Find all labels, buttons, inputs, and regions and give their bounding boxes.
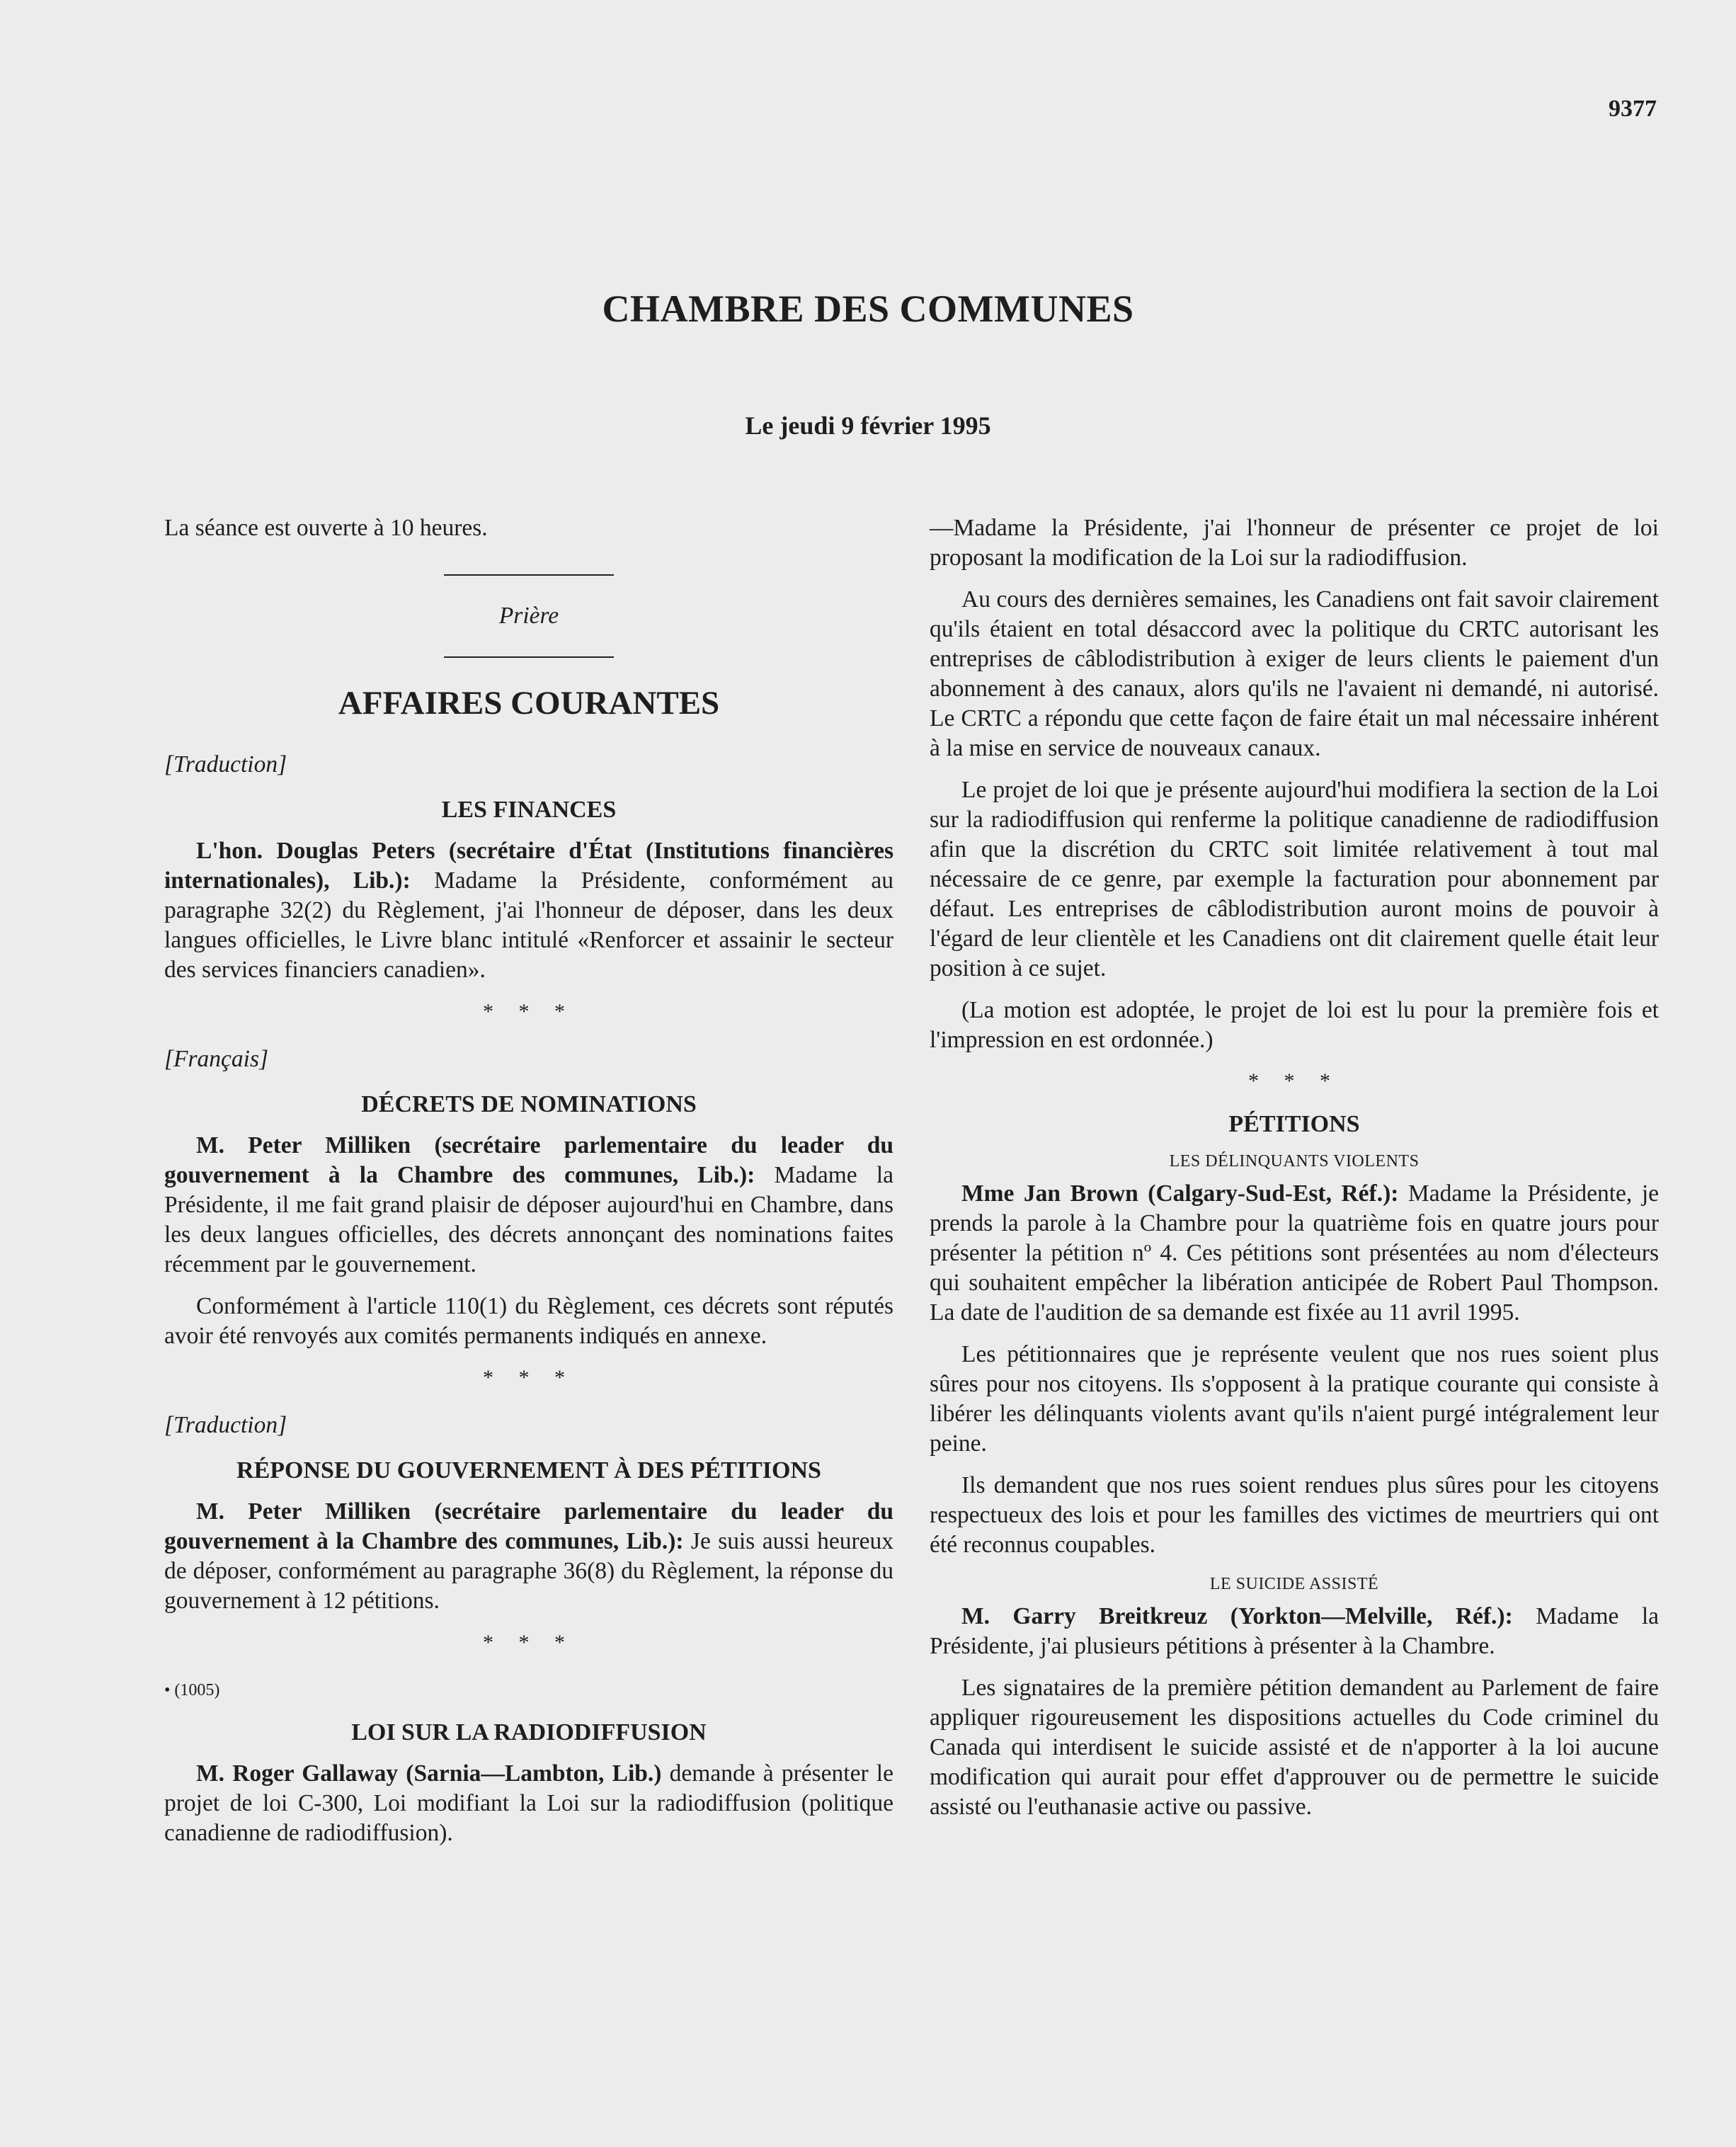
left-column — [164, 513, 893, 1860]
speaker-name: M. Peter Milliken (secrétaire parlementaire du leader du gouvernement à la Chambre des communes, Lib.): — [164, 1498, 893, 1554]
time-marker: • (1005) — [164, 1681, 220, 1699]
separator-stars: * * * — [483, 1366, 575, 1389]
page-title: CHAMBRE DES COMMUNES — [602, 287, 1134, 330]
statement-suicide — [930, 1602, 1659, 1661]
speaker-name: M. Garry Breitkreuz (Yorkton—Melville, Réf.): — [961, 1603, 1513, 1629]
paragraph: —Madame la Présidente, j'ai l'honneur de présenter ce projet de loi proposant la modification de la Loi sur la radiodiffusion. — [930, 515, 1659, 571]
separator-stars: * * * — [483, 1631, 575, 1654]
statement-text: Madame la Présidente, je prends la parole à la Chambre pour la quatrième fois en quatre jours pour présenter la pétition nº 4. Ces pétitions sont présentées au nom d'électeurs qui souhaitent empêcher la libération anticipée de Robert Paul Thompson. La date de l'audition de sa demande est fixée au 11 avril 1995. — [930, 1180, 1659, 1326]
language-tag: [Français] — [164, 1046, 269, 1072]
paragraph: Conformément à l'article 110(1) du Règlement, ces décrets sont réputés avoir été renvoyés aux comités permanents indiqués en annexe. — [164, 1293, 893, 1349]
statement-text: demande à présenter le projet de loi C-300, Loi modifiant la Loi sur la radiodiffusion (politique canadienne de radiodiffusion). — [164, 1760, 893, 1846]
paragraph: Le projet de loi que je présente aujourd'hui modifiera la section de la Loi sur la radiodiffusion qui renferme la politique canadienne de radiodiffusion afin que la discrétion du CRTC soit limitée relativement à tout mal nécessaire de ce genre, par exemple la facturation pour abonnement par défaut. Les entreprises de câblodistribution auront moins de pouvoir à l'égard de leur clientèle et les Canadiens ont dit clairement quelle était leur position à ce sujet. — [930, 777, 1659, 981]
opening-line: La séance est ouverte à 10 heures. — [164, 515, 488, 541]
right-column — [930, 513, 1659, 1834]
subheading-delinquants: LES DÉLINQUANTS VIOLENTS — [1169, 1152, 1420, 1171]
heading-radiodiffusion: LOI SUR LA RADIODIFFUSION — [351, 1719, 707, 1745]
statement-radiodiffusion — [164, 1759, 893, 1848]
separator-stars: * * * — [1248, 1069, 1340, 1093]
speaker-name: M. Roger Gallaway (Sarnia—Lambton, Lib.) — [196, 1760, 662, 1787]
paragraph: Les signataires de la première pétition demandent au Parlement de faire appliquer rigoureusement les dispositions actuelles du Code criminel du Canada qui interdisent le suicide assisté et de n'apporter à la loi aucune modification qui aurait pour effet d'approuver ou de permettre le suicide assisté ou l'euthanasie active ou passive. — [930, 1675, 1659, 1820]
language-tag: [Traduction] — [164, 751, 287, 778]
statement-finances — [164, 836, 893, 985]
heading-petitions: PÉTITIONS — [1228, 1111, 1360, 1137]
statement-text: Madame la Présidente, conformément au paragraphe 32(2) du Règlement, j'ai l'honneur de déposer, dans les deux langues officielles, le Livre blanc intitulé «Renforcer et assainir le secteur des services financiers canadien». — [164, 867, 893, 983]
statement-text: Madame la Présidente, il me fait grand plaisir de déposer aujourd'hui en Chambre, dans les deux langues officielles, des décrets annonçant des nominations faites récemment par le gouvernement. — [164, 1162, 894, 1277]
page-number: 9377 — [1609, 96, 1657, 122]
prayer-label: Prière — [498, 603, 559, 629]
speaker-name: Mme Jan Brown (Calgary-Sud-Est, Réf.): — [961, 1180, 1399, 1207]
paragraph: Les pétitionnaires que je représente veulent que nos rues soient plus sûres pour nos citoyens. Ils s'opposent à la pratique courante qui consiste à libérer les délinquants violents avant qu'ils n'aient purgé intégralement leur peine. — [930, 1341, 1659, 1457]
statement-petitions — [930, 1179, 1659, 1328]
sitting-date: Le jeudi 9 février 1995 — [745, 411, 991, 440]
divider — [444, 656, 614, 658]
heading-finances: LES FINANCES — [441, 797, 617, 823]
speaker-name: L'hon. Douglas Peters (secrétaire d'État (Institutions financières internationales), Lib.): — [164, 838, 893, 894]
heading-decrets: DÉCRETS DE NOMINATIONS — [361, 1091, 697, 1117]
section-title: AFFAIRES COURANTES — [338, 685, 720, 722]
heading-reponse: RÉPONSE DU GOUVERNEMENT À DES PÉTITIONS — [236, 1457, 821, 1483]
divider — [444, 574, 614, 576]
paragraph: (La motion est adoptée, le projet de loi est lu pour la première fois et l'impression en est ordonnée.) — [930, 997, 1659, 1053]
language-tag: [Traduction] — [164, 1412, 287, 1438]
statement-text: Madame la Présidente, j'ai plusieurs pétitions à présenter à la Chambre. — [930, 1603, 1659, 1659]
subheading-suicide: LE SUICIDE ASSISTÉ — [1209, 1575, 1379, 1593]
statement-text: Je suis aussi heureux de déposer, conformément au paragraphe 36(8) du Règlement, la réponse du gouvernement à 12 pétitions. — [164, 1528, 894, 1614]
speaker-name: M. Peter Milliken (secrétaire parlementaire du leader du gouvernement à la Chambre des communes, Lib.): — [164, 1132, 893, 1188]
statement-reponse — [164, 1497, 893, 1616]
statement-decrets — [164, 1131, 893, 1280]
paragraph: Au cours des dernières semaines, les Canadiens ont fait savoir clairement qu'ils étaient en total désaccord avec la politique du CRTC autorisant les entreprises de câblodistribution à exiger de leurs clients le paiement d'un abonnement à des canaux, alors qu'ils ne l'avaient ni demandé, ni autorisé. Le CRTC a répondu que cette façon de faire était un mal nécessaire inhérent à la mise en service de nouveaux canaux. — [930, 586, 1659, 761]
separator-stars: * * * — [483, 1000, 575, 1023]
paragraph: Ils demandent que nos rues soient rendues plus sûres pour les citoyens respectueux des lois et pour les familles des victimes de meurtriers qui ont été reconnus coupables. — [930, 1472, 1659, 1558]
